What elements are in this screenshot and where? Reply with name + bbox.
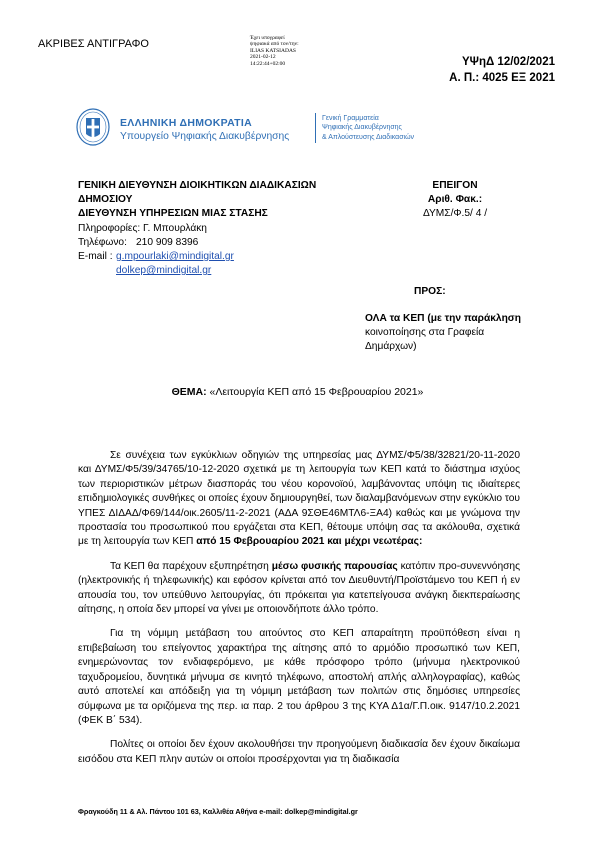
secretariat-name bbox=[322, 114, 414, 142]
email-label: E-mail : bbox=[78, 251, 113, 262]
paragraph: Τα ΚΕΠ θα παρέχουν εξυπηρέτηση μέσω φυσικής παρουσίας κατόπιν προ-συνεννόησης (ηλεκτρονικής ή τηλεφωνικής) και εφόσον κρίνεται από τον Διευθυντή/Προϊστάμενο του ΚΕΠ ή εν απουσία του, τον υπεύθυνο λειτουργίας, ότι πρόκειται για κατεπείγουσα ανάγκη διεκπεραίωσης αίτησης, η οποία δεν μπορεί να γίνει με οποιονδήποτε άλλο τρόπο. bbox=[78, 560, 520, 616]
recipient-label: ΠΡΟΣ: bbox=[414, 286, 446, 297]
sender-line: ΔΙΕΥΘΥΝΣΗ ΥΠΗΡΕΣΙΩΝ ΜΙΑΣ ΣΤΑΣΗΣ bbox=[78, 208, 268, 219]
recipient-line: κοινοποίησης στα Γραφεία bbox=[365, 327, 485, 338]
sender-line: ΓΕΝΙΚΗ ΔΙΕΥΘΥΝΣΗ ΔΙΟΙΚΗΤΙΚΩΝ ΔΙΑΔΙΚΑΣΙΩΝ bbox=[78, 180, 317, 191]
greek-emblem-icon bbox=[76, 108, 110, 146]
signature-line: ILIAS KATSIADAS bbox=[250, 47, 296, 54]
reference-block bbox=[449, 54, 555, 86]
paragraph: Σε συνέχεια των εγκύκλιων οδηγιών της υπηρεσίας μας ΔΥΜΣ/Φ5/38/32821/20-11-2020 και ΔΥΜΣ/Φ5/39/34765/10-12-2020 σχετικά με τη λειτουργία των ΚΕΠ κατά το διάστημα ισχύος των περιοριστικών μέτρων διασποράς του νέου κορονοϊού, λαμβάνοντας υπόψη τις ιδιαίτερες επιδημιολογικές συνθήκες οι οποίες έχουν δημιουργηθεί, των διαλαμβανόμενων στην εγκύκλιο του ΥΠΕΣ ΔΙΔΑΔ/Φ69/144/οικ.2605/11-2-2021 (ΑΔΑ 9ΣΘΕ46ΜΤΛ6-ΞΑ4) καθώς και με γνώμονα την προστασία του προσωπικού που εργάζεται στα ΚΕΠ, θέτουμε υπόψη σας τα ακόλουθα, σχετικά με τη λειτουργία των ΚΕΠ από 15 Φεβρουαρίου 2021 και μέχρι νεωτέρας: bbox=[78, 450, 520, 548]
paragraph: Για τη νόμιμη μετάβαση του αιτούντος στο ΚΕΠ απαραίτητη προϋπόθεση είναι η επιβεβαίωση του επείγοντος χαρακτήρα της αίτησης από το αρμόδιο προσωπικό των ΚΕΠ, ενημερώνοντας τον ενδιαφερόμενο, με κάθε πρόσφορο τρόπο (μήνυμα ηλεκτρονικού ταχυδρομείου, δυνητικά μήνυμα σε κινητό τηλέφωνο, αποστολή απλής αλληλογραφίας), καθώς αυτό αποτελεί και απόδειξη για τη νόμιμη μετάβαση των πολιτών στις δημόσιες υπηρεσίες σύμφωνα με τα οριζόμενα της περ. ια παρ. 2 του άρθρου 3 της ΚΥΑ Δ1α/Γ.Π.οικ. 9147/10.2.2021 (ΦΕΚ Β΄ 534). bbox=[78, 628, 520, 726]
secretariat-line: Ψηφιακής Διακυβέρνησης bbox=[322, 124, 402, 132]
recipient-line: ΟΛΑ τα ΚΕΠ (με την παράκληση bbox=[365, 313, 521, 324]
secretariat-line: Γενική Γραμματεία bbox=[322, 115, 379, 122]
digital-signature-stamp bbox=[250, 35, 299, 67]
recipient-block bbox=[365, 312, 521, 354]
secretariat-line: & Απλούστευσης Διαδικασιών bbox=[322, 133, 415, 141]
signature-line: 2021-02-12 bbox=[250, 54, 276, 61]
signature-line: 14:22:44+02:00 bbox=[250, 60, 286, 67]
ministry-logo-text bbox=[120, 117, 289, 143]
sender-department bbox=[78, 179, 316, 221]
logo-divider bbox=[315, 113, 316, 143]
subject-text: «Λειτουργία ΚΕΠ από 15 Φεβρουαρίου 2021» bbox=[209, 386, 424, 398]
classification-block bbox=[410, 179, 500, 221]
file-number: ΔΥΜΣ/Φ.5/ 4 / bbox=[422, 208, 488, 219]
protocol-number: Α. Π.: 4025 ΕΞ 2021 bbox=[449, 72, 555, 84]
contact-person: Πληροφορίες: Γ. Μπουρλάκη bbox=[78, 223, 207, 234]
phone-row bbox=[78, 236, 234, 250]
footer-address: Φραγκούδη 11 & Αλ. Πάντου 101 63, Καλλιθέα Αθήνα e-mail: dolkep@mindigital.gr bbox=[78, 807, 358, 816]
email-row-secondary bbox=[78, 264, 234, 278]
ministry-name: Υπουργείο Ψηφιακής Διακυβέρνησης bbox=[120, 131, 290, 142]
letter-body bbox=[78, 449, 520, 777]
signature-line: ψηφιακά από τον/την: bbox=[250, 41, 299, 48]
certified-copy-label: ΑΚΡΙΒΕΣ ΑΝΤΙΓΡΑΦΟ bbox=[38, 38, 149, 50]
file-label: Αριθ. Φακ.: bbox=[427, 194, 483, 205]
document-date: ΥΨηΔ 12/02/2021 bbox=[461, 56, 555, 68]
email-row bbox=[78, 250, 234, 264]
email-link-primary[interactable]: g.mpourlaki@mindigital.gr bbox=[116, 251, 234, 262]
subject-label: ΘΕΜΑ: bbox=[171, 386, 207, 398]
contact-details bbox=[78, 222, 234, 278]
urgency-label: ΕΠΕΙΓΟΝ bbox=[432, 180, 478, 191]
sender-line: ΔΗΜΟΣΙΟΥ bbox=[78, 194, 133, 205]
email-link-secondary[interactable]: dolkep@mindigital.gr bbox=[116, 265, 212, 276]
paragraph: Πολίτες οι οποίοι δεν έχουν ακολουθήσει την προηγούμενη διαδικασία δεν έχουν δικαίωμα εισόδου στα ΚΕΠ πλην αυτών οι οποίοι προσέρχονται για τη διαδικασία bbox=[78, 739, 520, 765]
subject-line bbox=[0, 386, 595, 398]
signature-line: Έχει υπογραφεί bbox=[250, 35, 285, 41]
phone-number: 210 909 8396 bbox=[136, 237, 199, 248]
phone-label: Τηλέφωνο: bbox=[78, 237, 127, 248]
recipient-line: Δημάρχων) bbox=[365, 341, 417, 352]
republic-name: ΕΛΛΗΝΙΚΗ ΔΗΜΟΚΡΑΤΙΑ bbox=[120, 117, 252, 129]
